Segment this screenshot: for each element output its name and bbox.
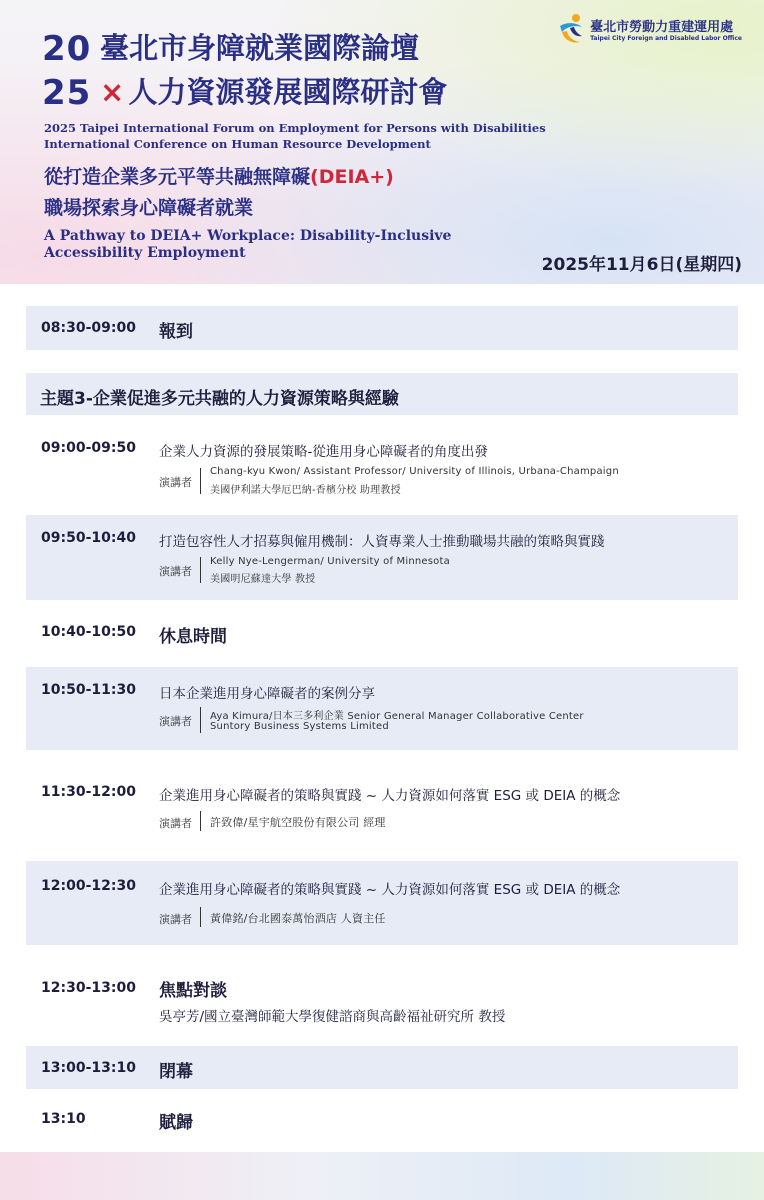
speaker-label: 演講者	[159, 913, 192, 926]
agenda-row-session-3	[26, 667, 738, 750]
organizer-name: 臺北市勞動力重建運用處	[590, 20, 734, 35]
speaker-title: 美國明尼蘇達大學 教授	[210, 574, 316, 585]
agenda-time: 08:30-09:00	[41, 320, 136, 336]
speaker-label: 演講者	[159, 476, 192, 489]
agenda-row-return	[26, 1098, 738, 1140]
year-bottom: 25	[42, 73, 92, 113]
session-topic: 企業進用身心障礙者的策略與實踐 ~ 人力資源如何落實 ESG 或 DEIA 的概念	[159, 788, 621, 804]
agenda-label: 賦歸	[159, 1113, 193, 1133]
session-topic: 日本企業進用身心障礙者的案例分享	[159, 686, 375, 702]
speaker-label: 演講者	[159, 565, 192, 578]
agenda-label: 休息時間	[159, 627, 227, 647]
agenda-row-session-4	[26, 770, 738, 840]
agenda-row-session-2	[26, 515, 738, 600]
agenda-time: 10:40-10:50	[41, 624, 136, 640]
organizer-logo-icon	[556, 12, 586, 46]
agenda-label: 焦點對談	[159, 981, 227, 1001]
agenda-time: 10:50-11:30	[41, 682, 136, 698]
agenda-time: 09:50-10:40	[41, 530, 136, 546]
session-topic: 打造包容性人才招募與僱用機制：人資專業人士推動職場共融的策略與實踐	[159, 534, 605, 550]
agenda-row-focus-talk	[26, 966, 738, 1032]
speaker-divider	[200, 468, 201, 494]
cross-icon: ×	[100, 75, 125, 109]
agenda-label: 報到	[159, 322, 193, 342]
agenda-row-session-1	[26, 428, 738, 506]
agenda-time: 11:30-12:00	[41, 784, 136, 800]
speaker-name: Aya Kimura/日本三多利企業 Senior General Manager Collaborative Center	[210, 711, 584, 722]
agenda-row-break	[26, 612, 738, 654]
session-theme: 主題3-企業促進多元共融的人力資源策略與經驗	[40, 389, 399, 409]
theme-subtitle-en-line2: Accessibility Employment	[44, 245, 246, 261]
speaker-label: 演講者	[159, 715, 192, 728]
speaker-divider	[200, 907, 201, 927]
theme-subtitle-text: 從打造企業多元平等共融無障礙	[44, 166, 311, 188]
conference-title-en: International Conference on Human Resource Development	[44, 137, 431, 151]
organizer-name-en: Taipei City Foreign and Disabled Labor Office	[590, 35, 742, 42]
agenda-row-closing	[26, 1046, 738, 1089]
agenda-time: 12:30-13:00	[41, 980, 136, 996]
agenda-row-session-5	[26, 861, 738, 945]
speaker-divider	[200, 707, 201, 733]
agenda-time: 13:10	[41, 1111, 86, 1127]
conference-title	[100, 75, 448, 109]
agenda-time: 12:00-12:30	[41, 878, 136, 894]
speaker-name: 黃偉銘/台北國泰萬怡酒店 人資主任	[210, 912, 386, 925]
speaker-title: 美國伊利諾大學厄巴納-香檳分校 助理教授	[210, 485, 401, 496]
agenda-label: 閉幕	[159, 1062, 193, 1082]
speaker-label: 演講者	[159, 817, 192, 830]
session-topic: 企業進用身心障礙者的策略與實踐 ~ 人力資源如何落實 ESG 或 DEIA 的概念	[159, 882, 621, 898]
speaker-name: Kelly Nye-Lengerman/ University of Minnesota	[210, 556, 450, 567]
organizer-logo	[556, 12, 742, 46]
forum-title-en: 2025 Taipei International Forum on Employment for Persons with Disabilities	[44, 121, 546, 135]
header-banner	[0, 0, 764, 284]
theme-subtitle-en: A Pathway to DEIA+ Workplace: Disability-Inclusive	[44, 228, 452, 244]
agenda-time: 13:00-13:10	[41, 1060, 136, 1076]
deia-mark: (DEIA+)	[310, 166, 394, 188]
speaker-name: 許致偉/星宇航空股份有限公司 經理	[210, 816, 386, 829]
event-date: 2025年11月6日(星期四)	[541, 255, 742, 275]
year-top: 20	[42, 29, 92, 69]
speaker-title: Suntory Business Systems Limited	[210, 721, 389, 732]
session-topic: 企業人力資源的發展策略-從進用身心障礙者的角度出發	[159, 444, 488, 460]
forum-title: 臺北市身障就業國際論壇	[100, 31, 420, 65]
speaker-name: Chang-kyu Kwon/ Assistant Professor/ University of Illinois, Urbana-Champaign	[210, 466, 619, 477]
theme-subtitle-line2: 職場探索身心障礙者就業	[44, 197, 254, 219]
speaker-divider	[200, 811, 201, 831]
session-theme-row	[26, 373, 738, 415]
conference-title-text: 人力資源發展國際研討會	[128, 75, 448, 109]
footer-band	[0, 1152, 764, 1200]
focus-talk-person: 吳亭芳/國立臺灣師範大學復健諮商與高齡福祉研究所 教授	[159, 1009, 506, 1025]
speaker-divider	[200, 557, 201, 583]
theme-subtitle	[44, 168, 394, 187]
agenda-row-checkin	[26, 306, 738, 350]
agenda-time: 09:00-09:50	[41, 440, 136, 456]
